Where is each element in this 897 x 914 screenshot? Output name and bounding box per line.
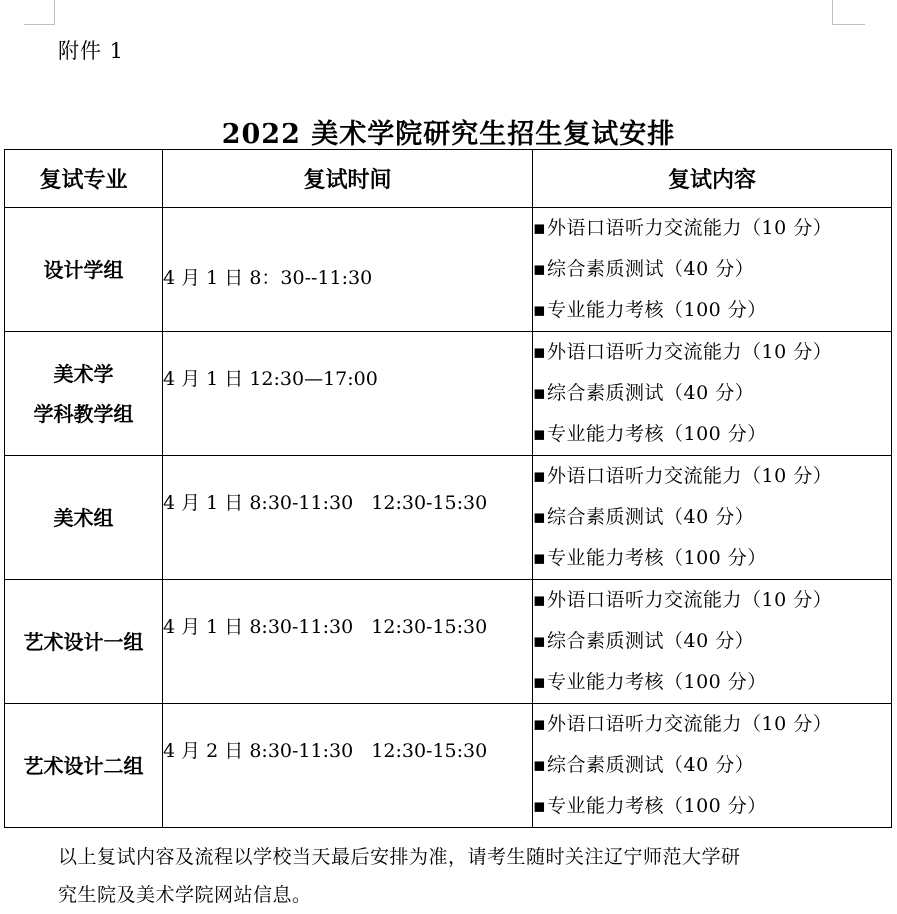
bullet-icon: ▪ <box>533 423 547 445</box>
content-item <box>533 290 891 331</box>
time-text: 4 月 2 日 8:30-11:30 12:30-15:30 <box>163 740 488 762</box>
content-item-text: 综合素质测试（40 分） <box>547 382 755 404</box>
header-time: 复试时间 <box>163 150 533 208</box>
major-line: 美术组 <box>53 505 114 530</box>
content-item <box>533 580 891 621</box>
content-item <box>533 414 891 455</box>
content-cell <box>533 704 892 828</box>
time-cell <box>163 704 533 828</box>
content-item-text: 综合素质测试（40 分） <box>547 258 755 280</box>
major-line: 学科教学组 <box>33 401 134 426</box>
page-title: 2022 美术学院研究生招生复试安排 <box>221 119 676 150</box>
time-text: 4 月 1 日 8：30--11:30 <box>163 267 373 289</box>
page-corner-mark-right <box>832 0 833 24</box>
bullet-icon: ▪ <box>533 258 547 280</box>
content-item <box>533 456 891 497</box>
major-cell <box>5 580 163 704</box>
bullet-icon: ▪ <box>533 713 547 735</box>
content-item-text: 外语口语听力交流能力（10 分） <box>547 589 833 611</box>
content-item <box>533 704 891 745</box>
content-item-text: 外语口语听力交流能力（10 分） <box>547 341 833 363</box>
content-item-text: 外语口语听力交流能力（10 分） <box>547 713 833 735</box>
content-cell <box>533 208 892 332</box>
content-item-text: 综合素质测试（40 分） <box>547 506 755 528</box>
major-cell <box>5 456 163 580</box>
bullet-icon: ▪ <box>533 795 547 817</box>
table-row <box>5 580 892 704</box>
page-corner-mark-left-h <box>24 24 55 25</box>
bullet-icon: ▪ <box>533 671 547 693</box>
footnote-line: 以上复试内容及流程以学校当天最后安排为准，请考生随时关注辽宁师范大学研 <box>58 846 741 868</box>
schedule-table <box>4 149 892 828</box>
bullet-icon: ▪ <box>533 341 547 363</box>
time-text: 4 月 1 日 12:30—17:00 <box>163 368 378 390</box>
bullet-icon: ▪ <box>533 547 547 569</box>
header-content: 复试内容 <box>533 150 892 208</box>
table-row <box>5 208 892 332</box>
content-item-text: 专业能力考核（100 分） <box>547 299 767 321</box>
major-line: 艺术设计一组 <box>23 629 144 654</box>
content-item-text: 专业能力考核（100 分） <box>547 547 767 569</box>
page-corner-mark-right-h <box>832 24 865 25</box>
content-item-text: 专业能力考核（100 分） <box>547 671 767 693</box>
header-major: 复试专业 <box>5 150 163 208</box>
table-row <box>5 456 892 580</box>
content-item-text: 外语口语听力交流能力（10 分） <box>547 465 833 487</box>
time-cell <box>163 208 533 332</box>
bullet-icon: ▪ <box>533 589 547 611</box>
bullet-icon: ▪ <box>533 217 547 239</box>
major-cell <box>5 208 163 332</box>
content-item <box>533 538 891 579</box>
content-item-text: 外语口语听力交流能力（10 分） <box>547 217 833 239</box>
bullet-icon: ▪ <box>533 465 547 487</box>
content-item <box>533 786 891 827</box>
major-cell <box>5 704 163 828</box>
content-item-text: 专业能力考核（100 分） <box>547 795 767 817</box>
content-cell <box>533 580 892 704</box>
bullet-icon: ▪ <box>533 630 547 652</box>
content-item <box>533 621 891 662</box>
attachment-label: 附件 1 <box>58 39 125 63</box>
bullet-icon: ▪ <box>533 382 547 404</box>
time-cell <box>163 580 533 704</box>
table-row <box>5 704 892 828</box>
content-item <box>533 208 891 249</box>
content-cell <box>533 332 892 456</box>
time-cell <box>163 456 533 580</box>
time-text: 4 月 1 日 8:30-11:30 12:30-15:30 <box>163 616 488 638</box>
bullet-icon: ▪ <box>533 754 547 776</box>
content-item <box>533 662 891 703</box>
content-item-text: 专业能力考核（100 分） <box>547 423 767 445</box>
bullet-icon: ▪ <box>533 506 547 528</box>
time-text: 4 月 1 日 8:30-11:30 12:30-15:30 <box>163 492 488 514</box>
content-item <box>533 497 891 538</box>
time-cell <box>163 332 533 456</box>
major-cell <box>5 332 163 456</box>
content-cell <box>533 456 892 580</box>
content-item-text: 综合素质测试（40 分） <box>547 754 755 776</box>
content-item <box>533 373 891 414</box>
table-row <box>5 332 892 456</box>
table-header-row <box>5 150 892 208</box>
footnote-line: 究生院及美术学院网站信息。 <box>58 884 312 906</box>
content-item <box>533 332 891 373</box>
major-line: 艺术设计二组 <box>23 753 144 778</box>
footnote <box>58 838 848 914</box>
content-item-text: 综合素质测试（40 分） <box>547 630 755 652</box>
bullet-icon: ▪ <box>533 299 547 321</box>
major-line: 美术学 <box>53 361 114 386</box>
content-item <box>533 745 891 786</box>
content-item <box>533 249 891 290</box>
page-corner-mark-left <box>54 0 55 24</box>
major-line: 设计学组 <box>43 257 124 282</box>
